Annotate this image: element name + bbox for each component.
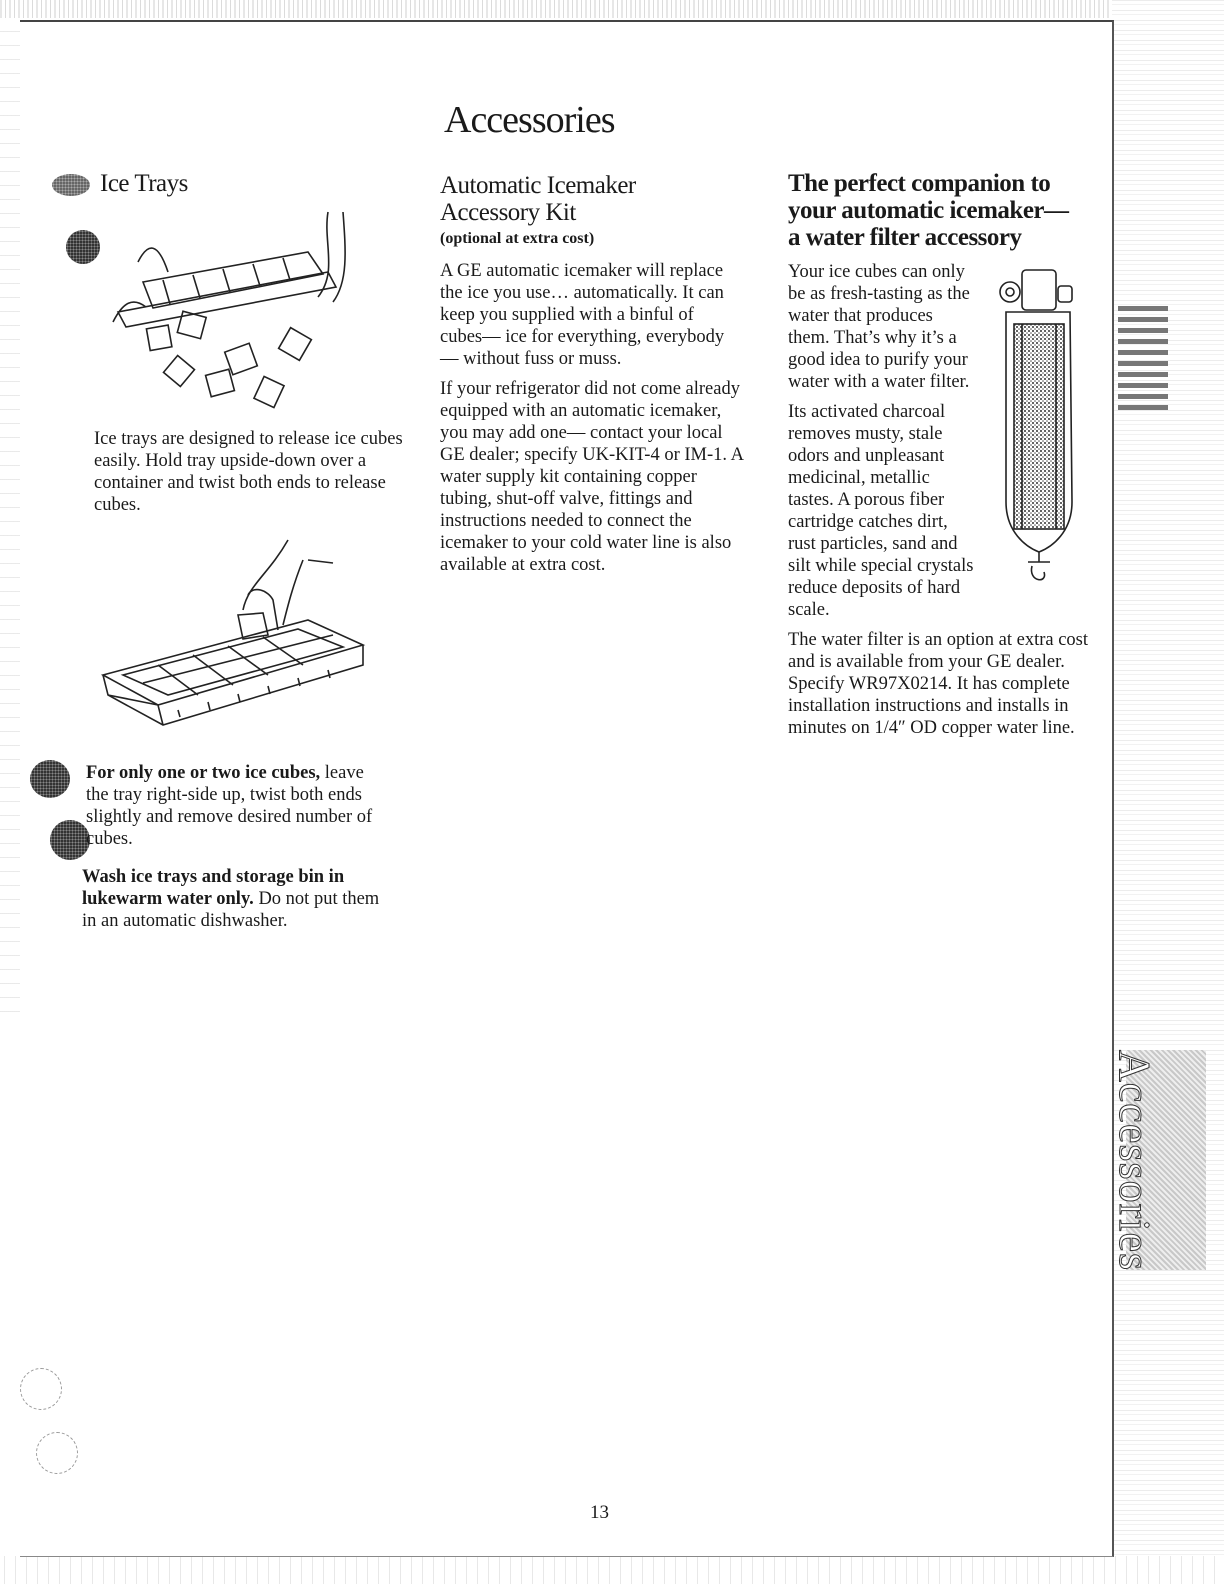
line: tastes. A porous fiber <box>788 490 945 510</box>
binder-hole-icon <box>36 1432 78 1474</box>
ice-trays-tips-block <box>86 762 386 858</box>
water-filter-heading-line1: The perfect companion to <box>788 170 1051 197</box>
line: good idea to purify your <box>788 350 968 370</box>
line: Your ice cubes can only <box>788 262 965 282</box>
icemaker-kit-para1: A GE automatic icemaker will replace the ice you use… automatically. It can keep you supplied with a binful of cubes— ice for everything, everybody— without fuss or muss. <box>440 261 725 369</box>
line: water with a water filter. <box>788 372 970 392</box>
ice-tray-upside-down-illustration <box>108 202 358 412</box>
icemaker-kit-heading-line2: Accessory Kit <box>440 199 576 226</box>
bullet-dot-icon <box>66 230 100 264</box>
line: odors and unpleasant <box>788 446 945 466</box>
optional-note: (optional at extra cost) <box>440 230 595 247</box>
scan-edge-left <box>0 18 20 1018</box>
wash-tip <box>82 866 392 932</box>
ice-trays-intro-block <box>94 428 404 524</box>
icemaker-kit-heading-line1: Automatic Icemaker <box>440 172 636 199</box>
line: removes musty, stale <box>788 424 943 444</box>
ice-tray-right-side-up-illustration <box>98 535 368 745</box>
wash-block <box>82 866 392 940</box>
scan-edge-right <box>1112 0 1224 1584</box>
line: medicinal, metallic <box>788 468 930 488</box>
water-filter-heading-line2: your automatic icemaker— <box>788 197 1069 224</box>
scan-edge-top <box>0 0 1224 18</box>
one-or-two-cubes-text: leave the tray right-side up, twist both ends slightly and remove desired number of cubes. <box>86 763 373 849</box>
line: reduce deposits of hard <box>788 578 961 598</box>
index-tab-marks <box>1118 300 1168 460</box>
line: cartridge catches dirt, <box>788 512 948 532</box>
scan-edge-bottom <box>0 1556 1224 1584</box>
wash-tip-bold: Wash ice trays and storage bin in lukewarm water only. <box>82 867 345 909</box>
water-filter-heading-line3: a water filter accessory <box>788 224 1022 251</box>
side-tab-label: Accessories <box>1110 1050 1159 1272</box>
page-title: Accessories <box>444 99 615 141</box>
water-filter-para3: The water filter is an option at extra cost and is available from your GE dealer. Specify WR97X0214. It has complete installation instructions and installs in minutes on 1/4″ OD copper water line. <box>788 630 1089 738</box>
one-or-two-cubes-bold: For only one or two ice cubes, <box>86 763 321 783</box>
icemaker-kit-column <box>440 172 770 584</box>
line: them. That’s why it’s a <box>788 328 957 348</box>
bullet-dot-icon <box>30 760 70 798</box>
icemaker-kit-para2: If your refrigerator did not come already equipped with an automatic icemaker, you may add one— contact your local GE dealer; specify UK-KIT-4 or IM-1. A water supply kit containing copper tubing, shut-off valve, fittings and instructions needed to connect the icemaker to your cold water line is also available at extra cost. <box>440 379 743 575</box>
line: rust particles, sand and <box>788 534 958 554</box>
line: water that produces <box>788 306 933 326</box>
ice-trays-heading: Ice Trays <box>100 170 188 197</box>
line: be as fresh-tasting as the <box>788 284 970 304</box>
binder-hole-icon <box>20 1368 62 1410</box>
line: scale. <box>788 600 830 620</box>
line: Its activated charcoal <box>788 402 946 422</box>
ice-trays-column <box>80 170 410 197</box>
one-or-two-cubes-tip <box>86 762 386 850</box>
bullet-dot-icon <box>50 820 90 860</box>
line: silt while special crystals <box>788 556 974 576</box>
ice-trays-intro: Ice trays are designed to release ice cubes easily. Hold tray upside-down over a container and twist both ends to release cubes. <box>94 429 403 515</box>
water-filter-illustration <box>992 262 1082 592</box>
water-filter-heading <box>788 170 1108 251</box>
side-tab <box>1110 1050 1206 1272</box>
wash-tip-text: Do not put them in an automatic dishwasher. <box>82 889 380 931</box>
page-number: 13 <box>590 1502 609 1523</box>
icemaker-kit-heading <box>440 172 770 226</box>
